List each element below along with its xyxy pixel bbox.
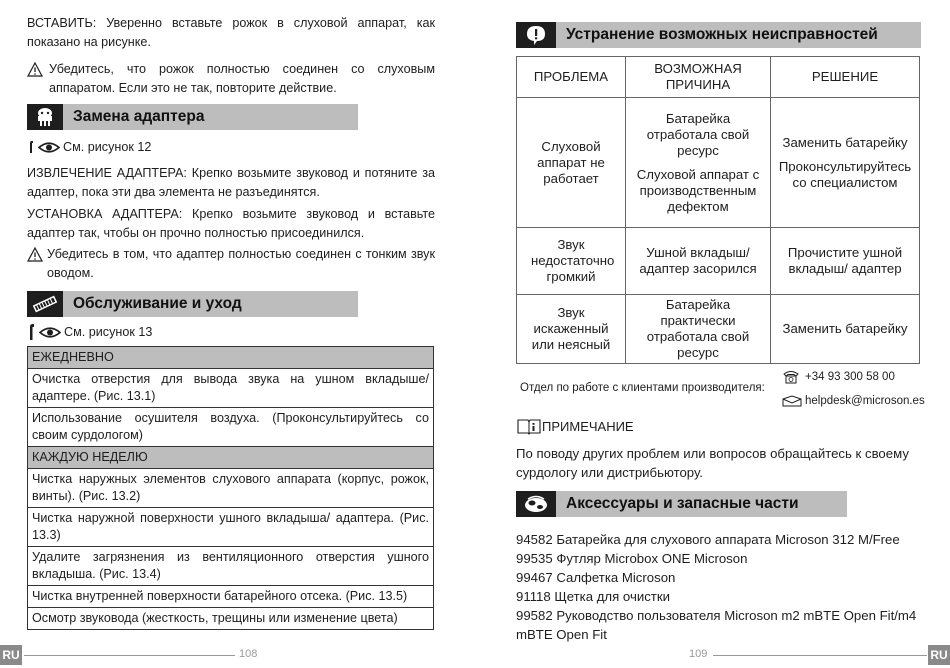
table-header-row <box>517 57 920 98</box>
troubleshoot-icon-box <box>516 22 556 48</box>
maintenance-group-row <box>28 347 434 369</box>
email-address: helpdesk@microson.es <box>805 395 925 407</box>
lang-badge-right: RU <box>928 645 950 665</box>
phone-number: +34 93 300 58 00 <box>805 371 895 383</box>
accessories-section-title: Аксессуары и запасные части <box>566 495 799 512</box>
maintenance-section-title: Обслуживание и уход <box>73 295 242 312</box>
maintenance-cell: Чистка наружных элементов слухового аппарата (корпус, рожок, винты). (Рис. 13.2) <box>28 469 434 508</box>
adapter-section-header <box>27 104 358 130</box>
cause-text: Батарейка практически отработала свой ресурс <box>646 297 750 360</box>
envelope-icon <box>782 395 802 407</box>
maintenance-table <box>27 346 434 630</box>
solution-text: Заменить батарейку <box>782 134 908 150</box>
solution-text: Прочистите ушной вкладыш/ адаптер <box>787 245 903 276</box>
maintenance-row <box>28 608 434 630</box>
brush-icon <box>32 294 58 314</box>
cause-text: Батарейка отработала свой ресурс <box>646 110 750 158</box>
maintenance-cell: Удалите загрязнения из вентиляционного отверстия ушного вкладыша. (Рис. 13.4) <box>28 547 434 586</box>
insert-warning-text: Убедитесь, что рожок полностью соединен со слуховым аппаратом. Если это не так, повторите действие. <box>49 62 435 95</box>
problem-cell: Звук недостаточно громкий <box>517 228 626 295</box>
page-number-right: 109 <box>689 648 708 660</box>
lang-badge-left: RU <box>0 645 22 665</box>
phone-icon <box>782 370 800 384</box>
maintenance-icon-box <box>27 291 63 317</box>
header-solution: РЕШЕНИЕ <box>771 57 920 98</box>
problem-cell: Звук искаженный или неясный <box>517 295 626 364</box>
adapter-remove-text: ИЗВЛЕЧЕНИЕ АДАПТЕРА: Крепко возьмите звуковод и потяните за адаптер, пока эти два элемента не разъединятся. <box>27 166 435 199</box>
header-cause: ВОЗМОЖНАЯ ПРИЧИНА <box>626 57 771 98</box>
note-heading <box>516 418 634 435</box>
adapter-icon <box>33 106 57 128</box>
maintenance-cell: ЕЖЕДНЕВНО <box>28 347 434 369</box>
maintenance-row <box>28 408 434 447</box>
note-label: ПРИМЕЧАНИЕ <box>542 419 634 434</box>
eye-icon <box>38 141 60 154</box>
list-item: 99535 Футляр Microbox ONE Microson <box>516 551 748 566</box>
troubleshoot-section-title: Устранение возможных неисправностей <box>566 26 878 43</box>
phone-row <box>782 370 895 384</box>
maintenance-row <box>28 469 434 508</box>
list-item: 94582 Батарейка для слухового аппарата Microson 312 M/Free <box>516 532 900 547</box>
adapter-icon-box <box>27 104 63 130</box>
maintenance-ref <box>27 323 152 341</box>
solution-text: Проконсультируйтесь со специалистом <box>778 158 912 190</box>
adapter-warning <box>27 245 435 283</box>
note-text: По поводу других проблем или вопросов обращайтесь к своему сурдологу или дистрибьютору. <box>516 446 909 480</box>
cause-text: Ушной вкладыш/ адаптер засорился <box>639 245 757 276</box>
solution-cell <box>771 98 920 228</box>
maintenance-cell: Очистка отверстия для вывода звука на ушном вкладыше/ адаптере. (Рис. 13.1) <box>28 369 434 408</box>
table-row <box>517 98 920 228</box>
adapter-section-title: Замена адаптера <box>73 108 205 125</box>
maintenance-cell: Осмотр звуковода (жесткость, трещины или изменение цвета) <box>28 608 434 630</box>
maintenance-row <box>28 586 434 608</box>
adapter-ref <box>27 140 151 154</box>
troubleshoot-table <box>516 56 920 364</box>
adapter-ref-text: См. рисунок 12 <box>63 140 152 154</box>
maintenance-cell: Использование осушителя воздуха. (Проконсультируйтесь со своим сурдологом) <box>28 408 434 447</box>
insert-warning <box>27 60 435 98</box>
footer-line-left <box>24 655 235 656</box>
accessories-icon <box>522 494 550 514</box>
right-page <box>475 0 950 668</box>
cause-text: Слуховой аппарат с производственным дефектом <box>636 166 760 214</box>
maintenance-cell: Чистка внутренней поверхности батарейного отсека. (Рис. 13.5) <box>28 586 434 608</box>
troubleshoot-section-header <box>516 22 921 48</box>
insert-text: ВСТАВИТЬ: Уверенно вставьте рожок в слуховой аппарат, как показано на рисунке. <box>27 16 435 49</box>
book-info-icon <box>516 418 542 435</box>
problem-cell: Слуховой аппарат не работает <box>517 98 626 228</box>
accessories-section-header <box>516 491 847 517</box>
question-icon <box>525 24 547 46</box>
eye-icon <box>39 326 61 339</box>
adapter-install-text: УСТАНОВКА АДАПТЕРА: Крепко возьмите звуковод и вставьте адаптер так, чтобы он прочно полностью присоединился. <box>27 207 435 240</box>
solution-cell <box>771 295 920 364</box>
solution-text: Заменить батарейку <box>782 321 908 336</box>
hand-icon <box>27 323 36 341</box>
warning-triangle-icon <box>27 247 43 262</box>
table-row <box>517 295 920 364</box>
maintenance-section-header <box>27 291 358 317</box>
table-row <box>517 228 920 295</box>
cause-cell <box>626 98 771 228</box>
list-item: 91118 Щетка для очистки <box>516 589 670 604</box>
contact-label: Отдел по работе с клиентами производителя: <box>520 382 765 394</box>
maintenance-row <box>28 547 434 586</box>
cause-cell <box>626 228 771 295</box>
solution-cell <box>771 228 920 295</box>
accessories-icon-box <box>516 491 556 517</box>
email-row <box>782 395 925 407</box>
page-number-left: 108 <box>239 648 258 660</box>
maintenance-row <box>28 508 434 547</box>
footer-line-right <box>713 655 927 656</box>
list-item: 99582 Руководство пользователя Microson m2 mBTE Open Fit/m4 mBTE Open Fit <box>516 608 917 642</box>
adapter-warning-text: Убедитесь в том, что адаптер полностью соединен с тонким звук оводом. <box>47 247 435 280</box>
maintenance-cell: Чистка наружной поверхности ушного вкладыша/ адаптера. (Рис. 13.3) <box>28 508 434 547</box>
maintenance-ref-text: См. рисунок 13 <box>64 325 153 339</box>
header-problem: ПРОБЛЕМА <box>517 57 626 98</box>
list-item: 99467 Салфетка Microson <box>516 570 676 585</box>
maintenance-group-row <box>28 447 434 469</box>
hand-icon <box>27 140 35 154</box>
maintenance-row <box>28 369 434 408</box>
warning-triangle-icon <box>27 62 43 77</box>
maintenance-cell: КАЖДУЮ НЕДЕЛЮ <box>28 447 434 469</box>
cause-cell <box>626 295 771 364</box>
